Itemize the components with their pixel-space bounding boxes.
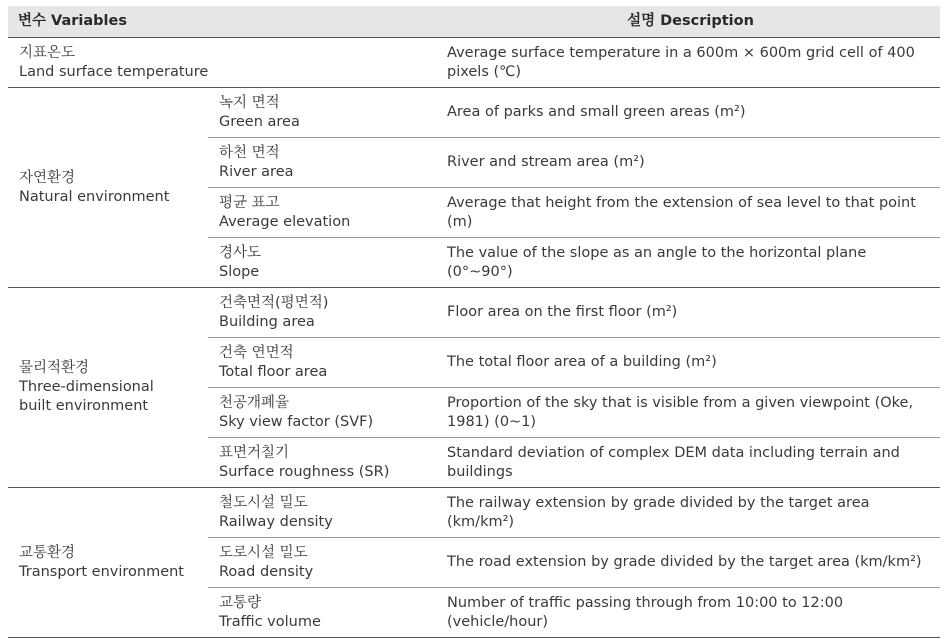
- group-ko: 물리적환경: [19, 360, 90, 376]
- group-built: [8, 288, 208, 488]
- subvariable-ko: 천공개폐율: [219, 394, 290, 411]
- subvariable: [208, 588, 441, 638]
- description: River and stream area (m²): [441, 138, 940, 188]
- subvariable-en: River area: [219, 163, 294, 180]
- subvariable: [208, 88, 441, 138]
- subvariable-en: Building area: [219, 313, 315, 330]
- subvariable-ko: 녹지 면적: [219, 94, 280, 111]
- description: The total floor area of a building (m²): [441, 338, 940, 388]
- subvariable: [208, 288, 441, 338]
- description: Area of parks and small green areas (m²): [447, 104, 746, 120]
- subvariable: [208, 388, 441, 438]
- description: Floor area on the first floor (m²): [447, 304, 678, 320]
- header-row: [8, 6, 940, 38]
- description: Standard deviation of complex DEM data including terrain and buildings: [441, 438, 940, 488]
- group-ko: 자연환경: [19, 169, 76, 186]
- subvariable-en: Slope: [219, 263, 260, 280]
- variable-en: Land surface temperature: [19, 63, 209, 80]
- header-description: 설명 Description: [441, 6, 940, 38]
- subvariable-ko: 표면거칠기: [219, 444, 290, 461]
- subvariable-en: Green area: [219, 113, 300, 130]
- subvariable-ko: 건축 연면적: [219, 344, 294, 361]
- subvariable: [208, 538, 441, 588]
- subvariable-en: Traffic volume: [219, 613, 321, 630]
- subvariable-ko: 평균 표고: [219, 194, 280, 211]
- description: Proportion of the sky that is visible from a given viewpoint (Oke, 1981) (0~1): [441, 388, 940, 438]
- subvariable-en: Sky view factor (SVF): [219, 413, 374, 430]
- subvariable-en: Average elevation: [219, 213, 351, 230]
- subvariable: [208, 338, 441, 388]
- variable-ko: 지표온도: [19, 44, 76, 61]
- table-row: [8, 488, 940, 538]
- subvariable-ko: 도로시설 밀도: [219, 544, 308, 561]
- variables-table: [8, 6, 940, 638]
- subvariable-ko: 철도시설 밀도: [219, 494, 308, 511]
- subvariable: [208, 238, 441, 288]
- subvariable: [208, 138, 441, 188]
- group-natural: [8, 88, 208, 288]
- subvariable-en: Surface roughness (SR): [219, 463, 390, 480]
- subvariable-ko: 교통량: [219, 594, 262, 611]
- description: Average that height from the extension of sea level to that point (m): [441, 188, 940, 238]
- group-transport: [8, 488, 208, 638]
- group-ko: 교통환경: [19, 544, 76, 561]
- subvariable: [208, 488, 441, 538]
- subvariable-ko: 건축면적(평면적): [219, 294, 329, 311]
- description: The value of the slope as an angle to the horizontal plane (0°~90°): [441, 238, 940, 288]
- table-row: [8, 288, 940, 338]
- table-row-lst: [8, 38, 940, 88]
- description-lst: Average surface temperature in a 600m × 600m grid cell of 400 pixels (℃): [447, 44, 915, 80]
- group-en: Transport environment: [19, 563, 184, 580]
- subvariable-en: Total floor area: [219, 363, 328, 380]
- description: The railway extension by grade divided by the target area (km/km²): [447, 494, 870, 530]
- table-row: [8, 88, 940, 138]
- subvariable-en: Road density: [219, 563, 314, 580]
- header-variables: 변수 Variables: [8, 6, 441, 38]
- description: Number of traffic passing through from 10:00 to 12:00 (vehicle/hour): [441, 588, 940, 638]
- subvariable-ko: 하천 면적: [219, 144, 280, 161]
- group-en: Three-dimensional built environment: [19, 379, 154, 414]
- subvariable: [208, 438, 441, 488]
- group-en: Natural environment: [19, 188, 170, 205]
- variable-lst: [8, 38, 441, 88]
- subvariable-en: Railway density: [219, 513, 333, 530]
- description: The road extension by grade divided by the target area (km/km²): [441, 538, 940, 588]
- subvariable: [208, 188, 441, 238]
- subvariable-ko: 경사도: [219, 244, 262, 261]
